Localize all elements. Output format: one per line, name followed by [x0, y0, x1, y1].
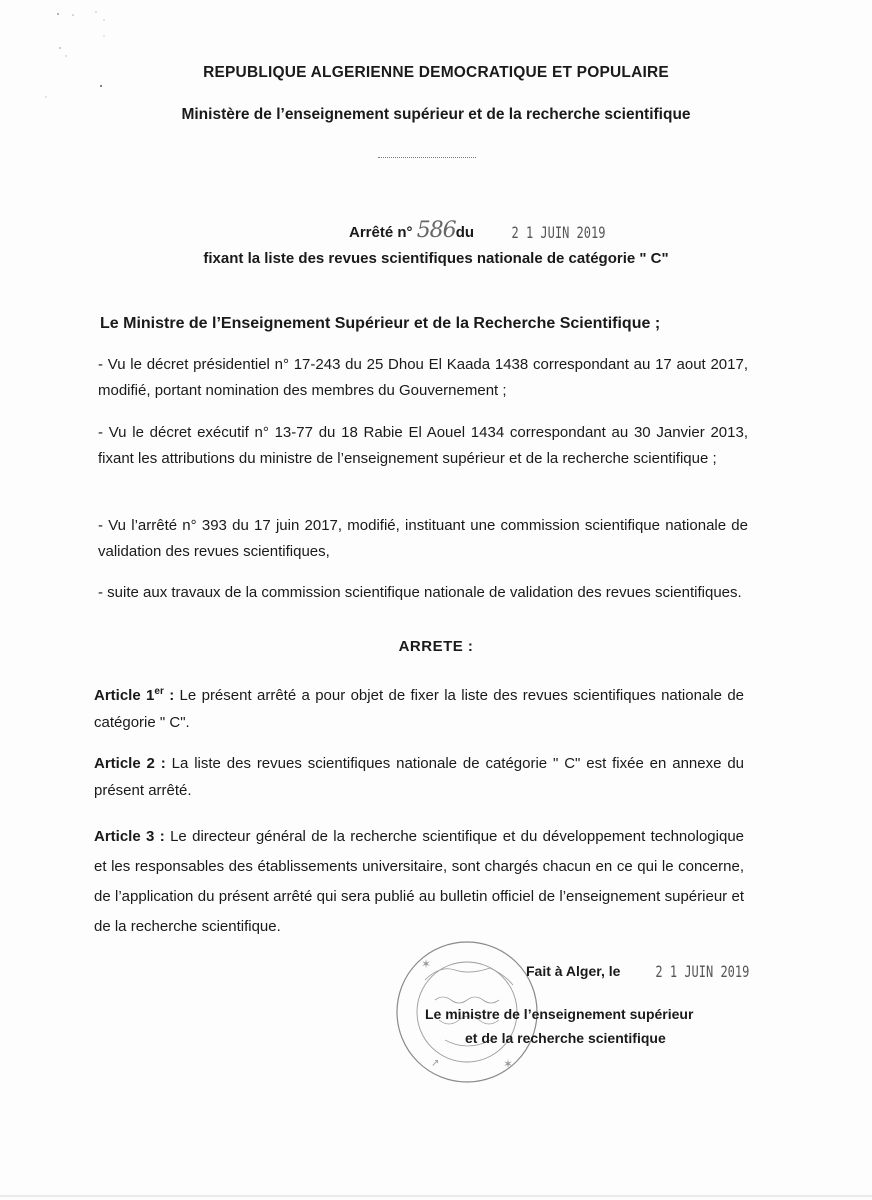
signature-place-date — [526, 962, 750, 982]
article-3-label: Article 3 : — [94, 828, 165, 845]
header-divider — [378, 157, 476, 158]
article-1-label: Article 1 — [94, 687, 155, 704]
article-1-colon: : — [163, 687, 175, 704]
article-1-text: Le présent arrêté a pour objet de fixer la liste des revues scientifiques nationale de catégorie " C". — [94, 687, 744, 731]
svg-text:✶: ✶ — [503, 1057, 514, 1071]
arrete-heading: ARRETE : — [398, 638, 474, 655]
signature-date-stamp: 2 1 JUIN 2019 — [655, 962, 750, 982]
article-2-text: La liste des revues scientifiques nationale de catégorie " C" est fixée en annexe du présent arrêté. — [94, 755, 745, 799]
preamble-vu-1: - Vu le décret présidentiel n° 17-243 du 25 Dhou El Kaada 1438 correspondant au 17 aout 2017, modifié, portant nomination des membres du Gouvernement ; — [98, 356, 748, 399]
ministry-header: Ministère de l’enseignement supérieur et de la recherche scientifique — [181, 106, 691, 123]
republic-header: REPUBLIQUE ALGERIENNE DEMOCRATIQUE ET POPULAIRE — [203, 64, 669, 81]
decree-date-stamp: 2 1 JUIN 2019 — [511, 223, 606, 243]
article-1-sup: er — [154, 686, 164, 697]
decree-title-line — [349, 218, 605, 243]
decree-subject: fixant la liste des revues scientifiques nationale de catégorie " C" — [203, 250, 669, 267]
scan-bottom-edge — [0, 1190, 872, 1200]
article-3-text: Le directeur général de la recherche scientifique et du développement technologique et les responsables des établissements universitaire, sont chargés chacun en ce qui le concerne, de l’application du présent arrêté qui sera publié au bulletin officiel de l’enseignement supérieur et de la recherche scientifique. — [94, 828, 744, 935]
signatory-title-line-2: et de la recherche scientifique — [465, 1030, 666, 1046]
decree-du: du — [455, 224, 475, 241]
svg-text:✶: ✶ — [421, 957, 432, 971]
svg-text:↗: ↗ — [431, 1058, 440, 1069]
scan-specks — [0, 0, 140, 110]
signatory-title-line-1: Le ministre de l’enseignement supérieur — [425, 1006, 694, 1022]
article-3 — [94, 822, 744, 942]
preamble-vu-3: - Vu l’arrêté n° 393 du 17 juin 2017, modifié, instituant une commission scientifique nationale de validation des revues scientifiques, — [98, 517, 748, 560]
signature-fait-label: Fait à Alger, le — [526, 963, 621, 979]
article-2-label: Article 2 : — [94, 755, 166, 772]
article-1 — [94, 678, 744, 736]
minister-heading: Le Ministre de l’Enseignement Supérieur et de la Recherche Scientifique ; — [100, 315, 661, 332]
decree-number-handwritten: 586 — [416, 218, 456, 243]
article-2 — [94, 750, 744, 804]
preamble-suite: - suite aux travaux de la commission scientifique nationale de validation des revues scientifiques. — [98, 584, 742, 601]
preamble-vu-2: - Vu le décret exécutif n° 13-77 du 18 Rabie El Aouel 1434 correspondant au 30 Janvier 2013, fixant les attributions du ministre de l’enseignement supérieur et de la recherche scientifique ; — [98, 424, 748, 467]
decree-label: Arrêté n° — [349, 224, 413, 241]
